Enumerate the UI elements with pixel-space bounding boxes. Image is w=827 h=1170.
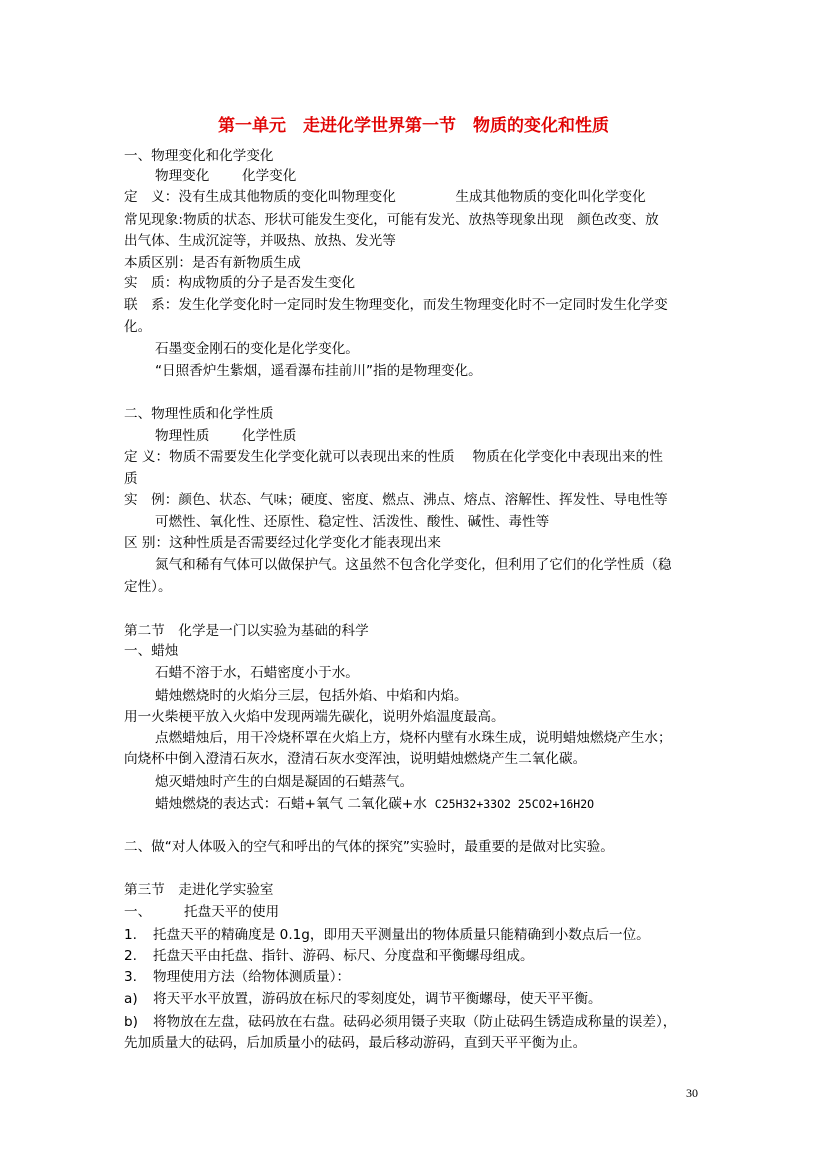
section-heading: 二、物理性质和化学性质 (124, 406, 274, 422)
list-number: 3. (124, 969, 137, 985)
subsection-heading: 一、蜡烛 (124, 643, 179, 659)
text-line: 实 例：颜色、状态、气味；硬度、密度、燃点、沸点、熔点、溶解性、挥发性、导电性等 (124, 492, 668, 508)
column-heading: 化学性质 (242, 428, 297, 444)
text-line: 本质区别：是否有新物质生成 (124, 255, 301, 271)
text-line: 定性）。 (124, 579, 172, 595)
text: 蜡烛燃烧的表达式：石蜡+氧气 二氧化碳+水 (155, 796, 427, 812)
text-line (155, 794, 594, 814)
list-item (124, 1012, 676, 1032)
text-line: 二、做“对人体吸入的空气和呼出的气体的探究”实验时，最重要的是做对比实验。 (124, 839, 614, 855)
text-line: 常见现象:物质的状态、形状可能发生变化，可能有发光、放热等现象出现 颜色改变、放 (124, 212, 659, 228)
list-item (124, 989, 602, 1009)
text-line: 石墨变金刚石的变化是化学变化。 (155, 341, 359, 357)
list-number: 一、 (124, 904, 152, 920)
list-number: 1. (124, 927, 137, 943)
text-line: 蜡烛燃烧时的火焰分三层，包括外焰、中焰和内焰。 (155, 688, 468, 704)
text: 将物放在左盘，砝码放在右盘。砝码必须用镊子夹取（防止砝码生锈造成称量的误差）， (153, 1014, 677, 1030)
column-heading: 化学变化 (242, 168, 297, 184)
text: 物理使用方法（给物体测质量）： (153, 969, 351, 985)
column-headings (155, 166, 296, 186)
text: 托盘天平的使用 (184, 904, 280, 920)
text-line: 氮气和稀有气体可以做保护气。这虽然不包含化学变化，但利用了它们的化学性质（稳 (155, 557, 672, 573)
text-line: 用一火柴梗平放入火焰中发现两端先碳化，说明外焰温度最高。 (124, 709, 505, 725)
page-title: 第一单元 走进化学世界第一节 物质的变化和性质 (218, 116, 609, 136)
subsection-heading (124, 902, 279, 922)
text: 托盘天平由托盘、指针、游码、标尺、分度盘和平衡螺母组成。 (153, 948, 534, 964)
list-number: b) (124, 1014, 138, 1030)
text-line: 可燃性、氧化性、还原性、稳定性、活泼性、酸性、碱性、毒性等 (155, 514, 550, 530)
definition-line (124, 187, 646, 207)
list-item (124, 946, 534, 966)
text-line: 向烧杯中倒入澄清石灰水，澄清石灰水变浑浊，说明蜡烛燃烧产生二氧化碳。 (124, 751, 587, 767)
text-line: 联 系：发生化学变化时一定同时发生物理变化，而发生物理变化时不一定同时发生化学变 (124, 297, 668, 313)
column-heading: 物理性质 (155, 428, 210, 444)
section-heading: 第二节 化学是一门以实验为基础的科学 (124, 623, 369, 639)
text-line: 区 别：这种性质是否需要经过化学变化才能表现出来 (124, 535, 441, 551)
text-label: 定 义： (124, 189, 179, 205)
chemical-formula: C25H32+33O2 25CO2+16H2O (434, 797, 595, 811)
list-number: a) (124, 991, 138, 1007)
text-line: 质 (124, 471, 138, 487)
text-line: 熄灭蜡烛时产生的白烟是凝固的石蜡蒸气。 (155, 774, 414, 790)
section-heading: 第三节 走进化学实验室 (124, 882, 274, 898)
section-heading: 一、物理变化和化学变化 (124, 148, 274, 164)
text: 将天平水平放置，游码放在标尺的零刻度处，调节平衡螺母，使天平平衡。 (153, 991, 602, 1007)
page-number: 30 (686, 1086, 698, 1100)
text-line: 点燃蜡烛后，用干冷烧杯罩在火焰上方，烧杯内壁有水珠生成，说明蜡烛燃烧产生水； (155, 730, 672, 746)
list-item (124, 967, 350, 987)
text: 托盘天平的精确度是 0.1g，即用天平测量出的物体质量只能精确到小数点后一位。 (153, 927, 650, 943)
list-number: 2. (124, 948, 137, 964)
text-line: 定 义：物质不需要发生化学变化就可以表现出来的性质 物质在化学变化中表现出来的性 (124, 449, 663, 465)
text-line: 化。 (124, 319, 152, 335)
list-item (124, 925, 650, 945)
column-heading: 物理变化 (155, 168, 210, 184)
column-headings (155, 426, 296, 446)
text-line: 实 质：构成物质的分子是否发生变化 (124, 275, 356, 291)
text-line: 先加质量大的砝码，后加质量小的砝码，最后移动游码，直到天平平衡为止。 (124, 1035, 587, 1051)
text-line: “日照香炉生紫烟，遥看瀑布挂前川”指的是物理变化。 (155, 363, 482, 379)
text-line: 出气体、生成沉淀等，并吸热、放热、发光等 (124, 233, 396, 249)
text: 没有生成其他物质的变化叫物理变化 (178, 189, 396, 205)
text-line: 石蜡不溶于水，石蜡密度小于水。 (155, 665, 359, 681)
text: 生成其他物质的变化叫化学变化 (455, 189, 646, 205)
